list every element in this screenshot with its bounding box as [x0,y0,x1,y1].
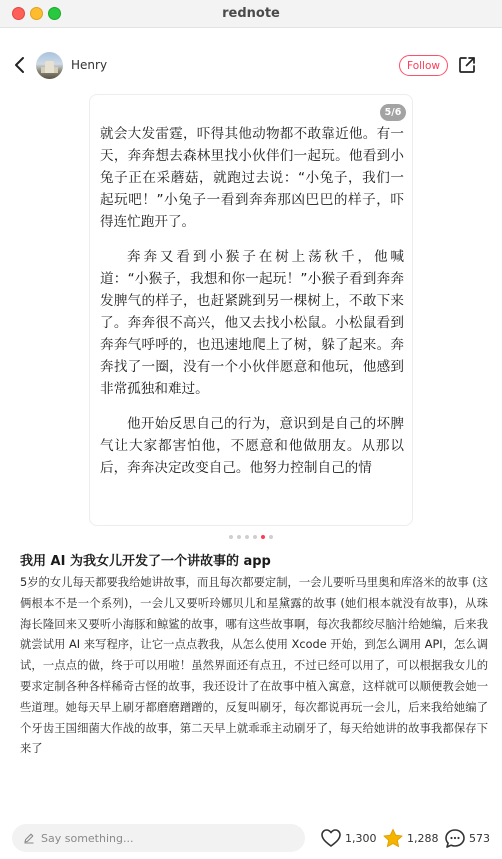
heart-icon [320,828,342,848]
share-icon [458,56,476,74]
collect-count: 1,288 [407,831,439,845]
window-title: rednote [222,6,280,21]
comment-bubble-icon [444,828,466,849]
carousel-dot[interactable] [253,535,257,539]
comments-button[interactable] [444,827,490,849]
chevron-left-icon [13,56,25,74]
like-count: 1,300 [345,831,377,845]
page-indicator-badge: 5/6 [380,104,406,121]
carousel-dot[interactable] [237,535,241,539]
story-paragraph: 他开始反思自己的行为，意识到是自己的坏脾气让大家都害怕他，不愿意和他做朋友。从那以后，奔奔决定改变自己。他努力控制自己的情 [100,416,404,476]
story-paragraph: 奔奔又看到小猴子在树上荡秋千，他喊道：“小猴子，我想和你一起玩！”小猴子看到奔奔发脾气的样子，也赶紧跳到另一棵树上，不敢下来了。奔奔很不高兴，他又去找小松鼠。小松鼠看到奔奔气呼呼的，也迅速地爬上了树，躲了起来。奔奔找了一圈，没有一个小伙伴愿意和他玩，他感到非常孤独和难过。 [100,249,404,397]
like-button[interactable] [320,827,377,849]
star-icon [382,828,404,849]
comment-input[interactable] [12,824,305,852]
back-button[interactable] [8,54,30,76]
carousel-dot[interactable] [245,535,249,539]
comment-placeholder: Say something... [41,831,134,845]
bottom-action-bar [0,818,502,859]
carousel-dot[interactable] [261,535,265,539]
follow-button[interactable]: Follow [399,55,448,76]
post-header [0,28,502,102]
share-button[interactable] [457,55,477,75]
avatar[interactable] [36,52,63,79]
carousel-dots [0,535,502,539]
carousel-dot[interactable] [229,535,233,539]
collect-button[interactable] [382,827,439,849]
author-name[interactable]: Henry [71,58,108,72]
carousel-image[interactable] [89,94,413,526]
window-titlebar [0,0,502,28]
carousel-dot[interactable] [269,535,273,539]
post-title: 我用 AI 为我女儿开发了一个讲故事的 app [20,554,271,569]
story-text [100,123,404,492]
post-body: 5岁的女儿每天都要我给她讲故事，而且每次都要定制，一会儿要听马里奥和库洛米的故事 (这俩根本不是一个系列)，一会儿又要听玲娜贝儿和星黛露的故事 (她们根本就没有故事)，从珠海长隆回来又要听小海豚和鲸鲨的故事，哪有这些故事啊，每次我都绞尽脑汁给她编，后来我就尝试用 AI 来写程序，让它一点点教我，从怎么使用 Xcode 开始，到怎么调用 API，怎么调试，一点点的做，终于可以用啦！虽然界面还有点丑，不过已经可以用了，可以根据我女儿的要求定制各种各样稀奇古怪的故事，我还设计了在故事中植入寓意，这样就可以顺便教会她一些道理。她每天早上刷牙都磨磨蹭蹭的，反复叫刷牙，每次都说再玩一会儿，后来我给她编了个牙齿王国细菌大作战的故事，第二天早上就乖乖主动刷牙了，每天给她讲的故事我都保存下来了 [20,576,488,756]
pencil-icon [23,832,35,844]
comment-count: 573 [469,831,490,845]
story-paragraph: 就会大发雷霆，吓得其他动物都不敢靠近他。有一天，奔奔想去森林里找小伙伴们一起玩。他看到小兔子正在采蘑菇，就跑过去说：“小兔子，我们一起玩吧！”小兔子一看到奔奔那凶巴巴的样子，吓得连忙跑开了。 [100,126,404,230]
